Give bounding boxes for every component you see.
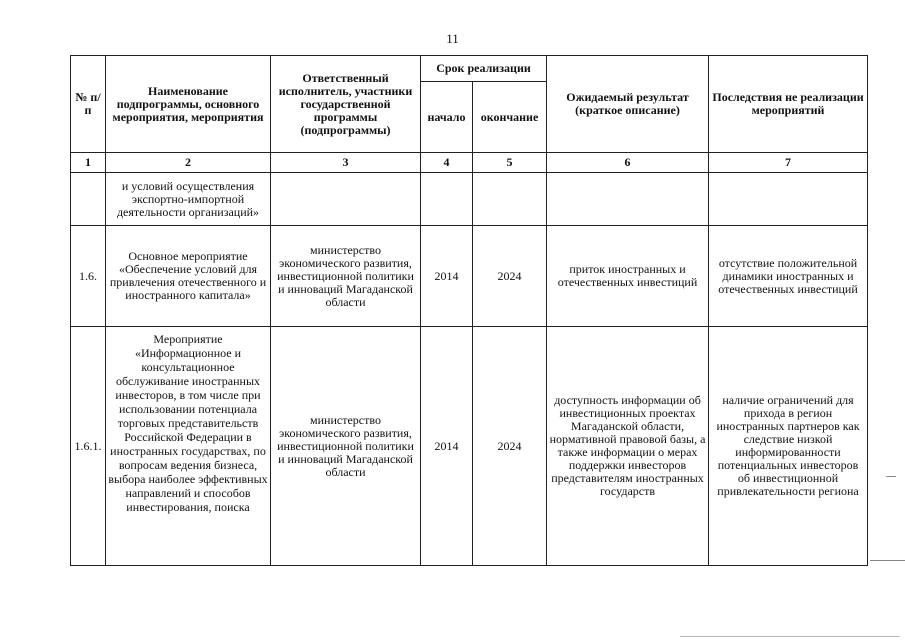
table-row bbox=[71, 226, 868, 327]
row-start bbox=[421, 173, 473, 226]
column-index: 4 bbox=[421, 153, 473, 173]
row-executor bbox=[271, 173, 421, 226]
header-number: № п/п bbox=[71, 56, 106, 153]
row-name: Мероприятие «Информационное и консультационное обслуживание иностранных инвесторов, в том числе при использовании потенциала торговых представительств Российской Федерации в иностранных государствах, по вопросам ведения бизнеса, выбора наиболее эффективных направлений и способов инвестирования, поиска bbox=[106, 327, 271, 566]
header-period: Срок реализации bbox=[421, 56, 547, 82]
header-result: Ожидаемый результат (краткое описание) bbox=[547, 56, 709, 153]
row-name: Основное мероприятие «Обеспечение условий для привлечения отечественного и иностранного капитала» bbox=[106, 226, 271, 327]
row-result bbox=[547, 173, 709, 226]
row-name: и условий осуществления экспортно-импортной деятельности организаций» bbox=[106, 173, 271, 226]
row-consequence: отсутствие положительной динамики иностранных и отечественных инвестиций bbox=[709, 226, 868, 327]
header-name: Наименование подпрограммы, основного мероприятия, мероприятия bbox=[106, 56, 271, 153]
header-executor: Ответственный исполнитель, участники государственной программы (подпрограммы) bbox=[271, 56, 421, 153]
row-number: 1.6.1. bbox=[71, 327, 106, 566]
row-start: 2014 bbox=[421, 327, 473, 566]
column-index: 5 bbox=[473, 153, 547, 173]
column-index-row bbox=[71, 153, 868, 173]
page-number: 11 bbox=[446, 31, 459, 46]
row-consequence bbox=[709, 173, 868, 226]
row-number: 1.6. bbox=[71, 226, 106, 327]
scan-mark bbox=[886, 476, 896, 477]
row-result: приток иностранных и отечественных инвестиций bbox=[547, 226, 709, 327]
row-start: 2014 bbox=[421, 226, 473, 327]
column-index: 2 bbox=[106, 153, 271, 173]
row-executor: министерство экономического развития, инвестиционной политики и инноваций Магаданской области bbox=[271, 327, 421, 566]
row-result: доступность информации об инвестиционных проектах Магаданской области, нормативной правовой базы, а также информации о мерах поддержки инвесторов представителям иностранных государств bbox=[547, 327, 709, 566]
row-end: 2024 bbox=[473, 226, 547, 327]
row-end: 2024 bbox=[473, 327, 547, 566]
row-executor: министерство экономического развития, инвестиционной политики и инноваций Магаданской области bbox=[271, 226, 421, 327]
column-index: 3 bbox=[271, 153, 421, 173]
table-row bbox=[71, 327, 868, 566]
measures-table bbox=[70, 55, 868, 566]
row-end bbox=[473, 173, 547, 226]
row-consequence: наличие ограничений для прихода в регион иностранных партнеров как следствие низкой информированности потенциальных инвесторов об инвестиционной привлекательности региона bbox=[709, 327, 868, 566]
header-start: начало bbox=[421, 82, 473, 153]
column-index: 6 bbox=[547, 153, 709, 173]
scan-mark bbox=[870, 560, 905, 561]
column-index: 1 bbox=[71, 153, 106, 173]
column-index: 7 bbox=[709, 153, 868, 173]
scan-mark bbox=[680, 636, 900, 637]
table-row bbox=[71, 173, 868, 226]
header-consequence: Последствия не реализации мероприятий bbox=[709, 56, 868, 153]
row-number bbox=[71, 173, 106, 226]
header-end: окончание bbox=[473, 82, 547, 153]
